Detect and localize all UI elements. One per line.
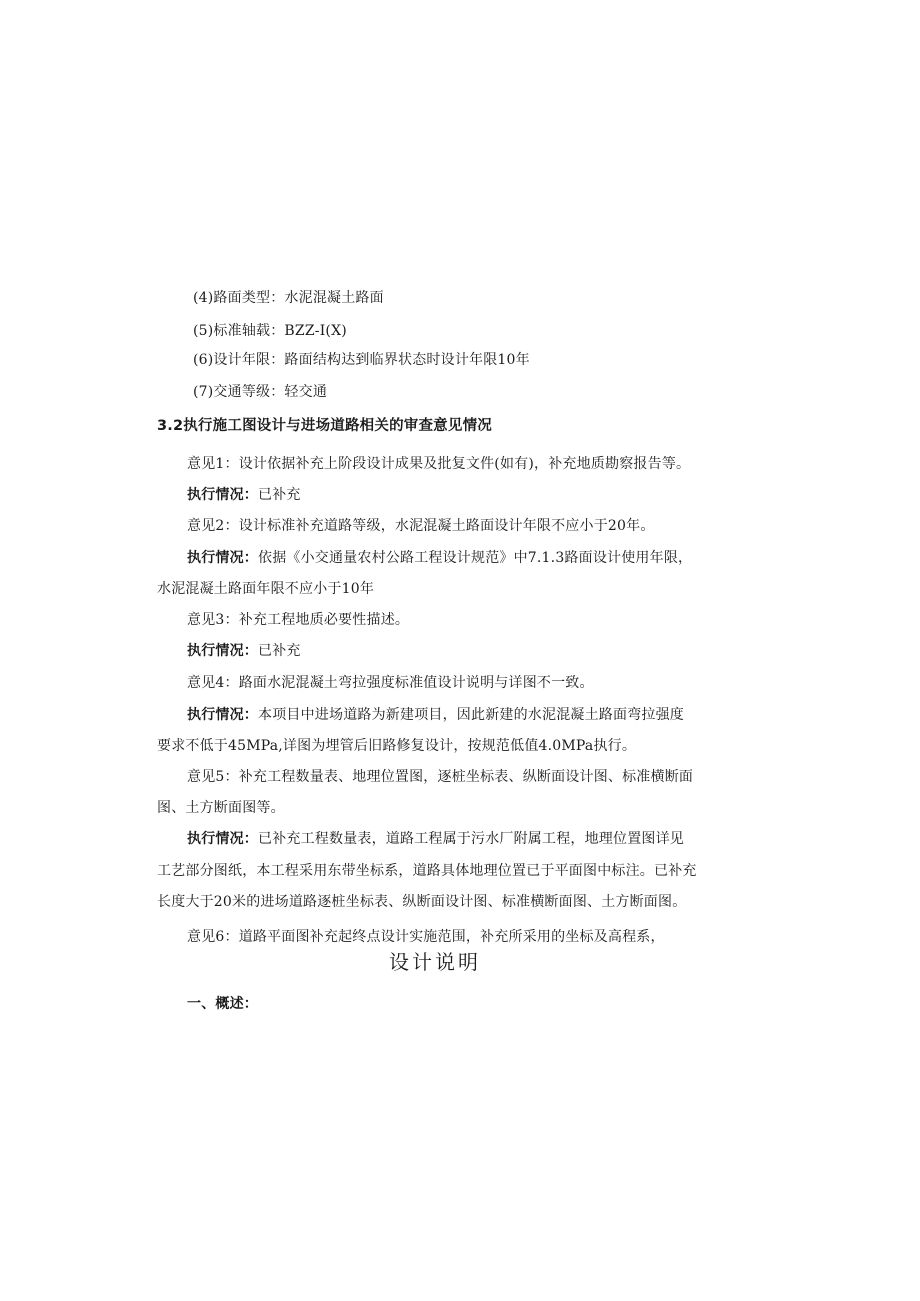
- execution-label: 执行情况：: [187, 550, 258, 566]
- opinion-3: 意见3：补充工程地质必要性描述。: [187, 612, 410, 628]
- spec-item-standard-axle-load: (5)标准轴载：BZZ-I(X): [193, 323, 347, 339]
- section-heading: 3.2执行施工图设计与进场道路相关的审查意见情况: [157, 418, 492, 434]
- opinion-3-execution: [187, 641, 301, 661]
- execution-label: 执行情况：: [187, 831, 258, 847]
- execution-text: 已补充: [258, 487, 301, 503]
- opinion-2: 意见2：设计标准补充道路等级，水泥混凝土路面设计年限不应小于20年。: [187, 518, 655, 534]
- execution-text: 本项目中进场道路为新建项目，因此新建的水泥混凝土路面弯拉强度: [258, 707, 684, 723]
- opinion-4-execution-continued: 要求不低于45MPa,详图为埋管后旧路修复设计，按规范低值4.0MPa执行。: [157, 738, 637, 754]
- opinion-2-execution-continued: 水泥混凝土路面年限不应小于10年: [157, 581, 375, 597]
- opinion-5-execution-continued-2: 长度大于20米的进场道路逐桩坐标表、纵断面设计图、标准横断面图、土方断面图。: [157, 894, 687, 910]
- execution-text: 已补充: [258, 643, 301, 659]
- opinion-5-continued: 图、土方断面图等。: [157, 800, 285, 816]
- document-title: 设计说明: [389, 950, 481, 974]
- execution-text: 依据《小交通量农村公路工程设计规范》中7.1.3路面设计使用年限，: [258, 550, 693, 566]
- opinion-5: 意见5：补充工程数量表、地理位置图，逐桩坐标表、纵断面设计图、标准横断面: [187, 769, 694, 785]
- opinion-6: 意见6：道路平面图补充起终点设计实施范围，补充所采用的坐标及高程系，: [187, 929, 665, 945]
- opinion-4-execution: [187, 705, 684, 725]
- execution-text: 已补充工程数量表，道路工程属于污水厂附属工程，地理位置图详见: [258, 831, 684, 847]
- execution-label: 执行情况：: [187, 643, 258, 659]
- execution-label: 执行情况：: [187, 487, 258, 503]
- opinion-4: 意见4：路面水泥混凝土弯拉强度标准值设计说明与详图不一致。: [187, 675, 594, 691]
- spec-item-design-life: (6)设计年限：路面结构达到临界状态时设计年限10年: [193, 352, 530, 368]
- opinion-5-execution-continued-1: 工艺部分图纸，本工程采用东带坐标系，道路具体地理位置已于平面图中标注。已补充: [157, 863, 697, 879]
- opinion-5-execution: [187, 829, 684, 849]
- opinion-1-execution: [187, 485, 301, 505]
- spec-item-pavement-type: (4)路面类型：水泥混凝土路面: [193, 290, 384, 306]
- opinion-2-execution: [187, 548, 692, 568]
- execution-label: 执行情况：: [187, 707, 258, 723]
- opinion-1: 意见1：设计依据补充上阶段设计成果及批复文件(如有)，补充地质勘察报告等。: [187, 456, 691, 472]
- spec-item-traffic-grade: (7)交通等级：轻交通: [193, 384, 328, 400]
- overview-subheading: 一、概述：: [187, 996, 258, 1012]
